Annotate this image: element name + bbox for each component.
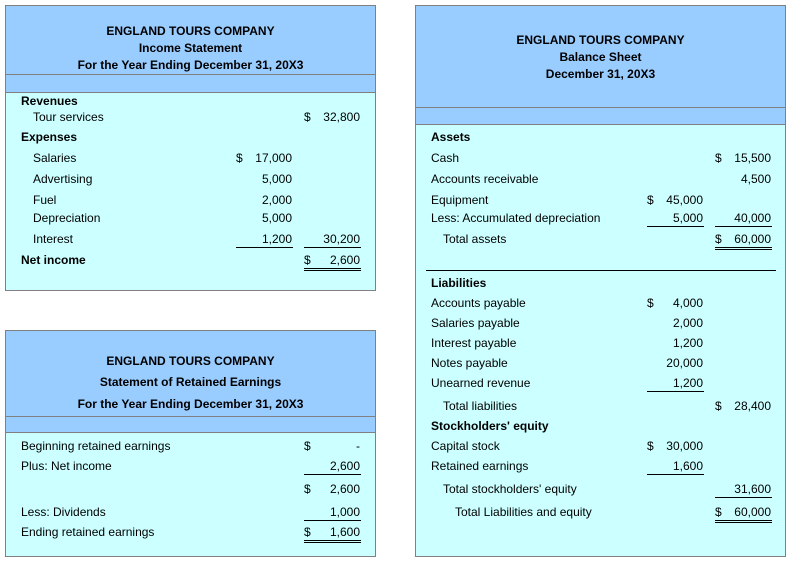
dividends-underline xyxy=(304,520,361,521)
total-liabilities-equity-label: Total Liabilities and equity xyxy=(455,505,592,519)
total-assets-double-underline xyxy=(715,247,772,250)
balance-sheet-panel xyxy=(415,5,786,557)
fuel-value: 2,000 xyxy=(261,193,292,207)
cash-currency: $ xyxy=(715,151,722,165)
retained-earnings-panel xyxy=(5,330,376,557)
total-liabilities-value: 28,400 xyxy=(734,399,771,413)
total-assets-label: Total assets xyxy=(443,232,507,246)
accum-dep-underline xyxy=(647,226,704,227)
accounts-receivable-label: Accounts receivable xyxy=(431,172,539,186)
salaries-label: Salaries xyxy=(33,151,77,165)
advertising-label: Advertising xyxy=(33,172,93,186)
section-divider xyxy=(426,270,776,271)
header-band xyxy=(416,108,785,125)
statement-period: For the Year Ending December 31, 20X3 xyxy=(77,397,304,411)
fuel-label: Fuel xyxy=(33,193,57,207)
net-income-currency: $ xyxy=(304,253,311,267)
total-equity-label: Total stockholders' equity xyxy=(443,482,577,496)
ending-re-label: Ending retained earnings xyxy=(21,525,155,539)
salaries-payable-value: 2,000 xyxy=(672,316,703,330)
total-liabilities-currency: $ xyxy=(715,399,722,413)
total-liabilities-equity-currency: $ xyxy=(715,505,722,519)
total-equity-value: 31,600 xyxy=(734,482,771,496)
net-equipment-underline xyxy=(715,226,772,227)
re-net-income-underline xyxy=(304,474,361,475)
equipment-label: Equipment xyxy=(431,193,489,207)
revenues-heading: Revenues xyxy=(21,94,78,108)
accounts-payable-label: Accounts payable xyxy=(431,296,526,310)
tour-services-label: Tour services xyxy=(33,110,104,124)
company-name: ENGLAND TOURS COMPANY xyxy=(106,24,275,38)
beginning-re-label: Beginning retained earnings xyxy=(21,439,171,453)
net-income-value: 2,600 xyxy=(329,253,360,267)
retained-earnings-value: 1,600 xyxy=(672,459,703,473)
re-net-income-label: Plus: Net income xyxy=(21,459,112,473)
total-liabilities-equity-value: 60,000 xyxy=(734,505,771,519)
net-income-double-underline xyxy=(304,268,361,271)
statement-title: Income Statement xyxy=(138,41,243,55)
total-assets-value: 60,000 xyxy=(734,232,771,246)
total-le-double-underline xyxy=(715,520,772,523)
cash-label: Cash xyxy=(431,151,460,165)
depreciation-label: Depreciation xyxy=(33,211,101,225)
dividends-value: 1,000 xyxy=(329,505,360,519)
capital-stock-value: 30,000 xyxy=(666,439,703,453)
notes-payable-label: Notes payable xyxy=(431,356,508,370)
equipment-value: 45,000 xyxy=(666,193,703,207)
notes-payable-value: 20,000 xyxy=(666,356,703,370)
accounts-payable-currency: $ xyxy=(647,296,654,310)
unearned-revenue-label: Unearned revenue xyxy=(431,376,531,390)
salaries-value: 17,000 xyxy=(255,151,292,165)
interest-label: Interest xyxy=(33,232,74,246)
accounts-receivable-value: 4,500 xyxy=(740,172,771,186)
total-equity-underline xyxy=(715,497,772,498)
liabilities-underline xyxy=(647,391,704,392)
total-assets-currency: $ xyxy=(715,232,722,246)
salaries-currency: $ xyxy=(236,151,243,165)
tour-services-currency: $ xyxy=(304,110,311,124)
accounts-payable-value: 4,000 xyxy=(672,296,703,310)
accumulated-depreciation-label: Less: Accumulated depreciation xyxy=(431,211,601,225)
beginning-re-value: - xyxy=(356,439,360,453)
retained-earnings-header xyxy=(6,331,375,417)
total-liabilities-label: Total liabilities xyxy=(443,399,518,413)
interest-value: 1,200 xyxy=(261,232,292,246)
capital-stock-currency: $ xyxy=(647,439,654,453)
interest-payable-label: Interest payable xyxy=(431,336,517,350)
advertising-value: 5,000 xyxy=(261,172,292,186)
equipment-currency: $ xyxy=(647,193,654,207)
cash-value: 15,500 xyxy=(734,151,771,165)
company-name: ENGLAND TOURS COMPANY xyxy=(106,354,275,368)
ending-re-double-underline xyxy=(304,540,361,543)
total-expenses-underline xyxy=(304,247,361,248)
salaries-payable-label: Salaries payable xyxy=(431,316,520,330)
ending-re-value: 1,600 xyxy=(329,525,360,539)
expenses-heading: Expenses xyxy=(21,130,78,144)
beginning-re-currency: $ xyxy=(304,439,311,453)
statement-title: Balance Sheet xyxy=(559,50,642,64)
equity-heading: Stockholders' equity xyxy=(431,419,549,433)
header-band xyxy=(6,75,375,93)
retained-earnings-label: Retained earnings xyxy=(431,459,529,473)
statement-title: Statement of Retained Earnings xyxy=(99,375,282,389)
statement-date: December 31, 20X3 xyxy=(545,67,656,81)
assets-heading: Assets xyxy=(431,130,471,144)
total-expenses-value: 30,200 xyxy=(323,232,360,246)
expenses-underline xyxy=(236,247,293,248)
capital-stock-label: Capital stock xyxy=(431,439,500,453)
ending-re-currency: $ xyxy=(304,525,311,539)
dividends-label: Less: Dividends xyxy=(21,505,106,519)
re-subtotal-value: 2,600 xyxy=(329,482,360,496)
header-band xyxy=(6,417,375,433)
accumulated-depreciation-value: 5,000 xyxy=(672,211,703,225)
equity-underline xyxy=(647,474,704,475)
statement-period: For the Year Ending December 31, 20X3 xyxy=(77,58,304,72)
company-name: ENGLAND TOURS COMPANY xyxy=(516,33,685,47)
net-equipment-value: 40,000 xyxy=(734,211,771,225)
balance-sheet-header xyxy=(416,6,785,108)
liabilities-heading: Liabilities xyxy=(431,276,487,290)
net-income-label: Net income xyxy=(21,253,86,267)
re-net-income-value: 2,600 xyxy=(329,459,360,473)
re-subtotal-currency: $ xyxy=(304,482,311,496)
tour-services-value: 32,800 xyxy=(323,110,360,124)
income-statement-panel xyxy=(5,5,376,291)
interest-payable-value: 1,200 xyxy=(672,336,703,350)
income-statement-header xyxy=(6,6,375,75)
depreciation-value: 5,000 xyxy=(261,211,292,225)
unearned-revenue-value: 1,200 xyxy=(672,376,703,390)
